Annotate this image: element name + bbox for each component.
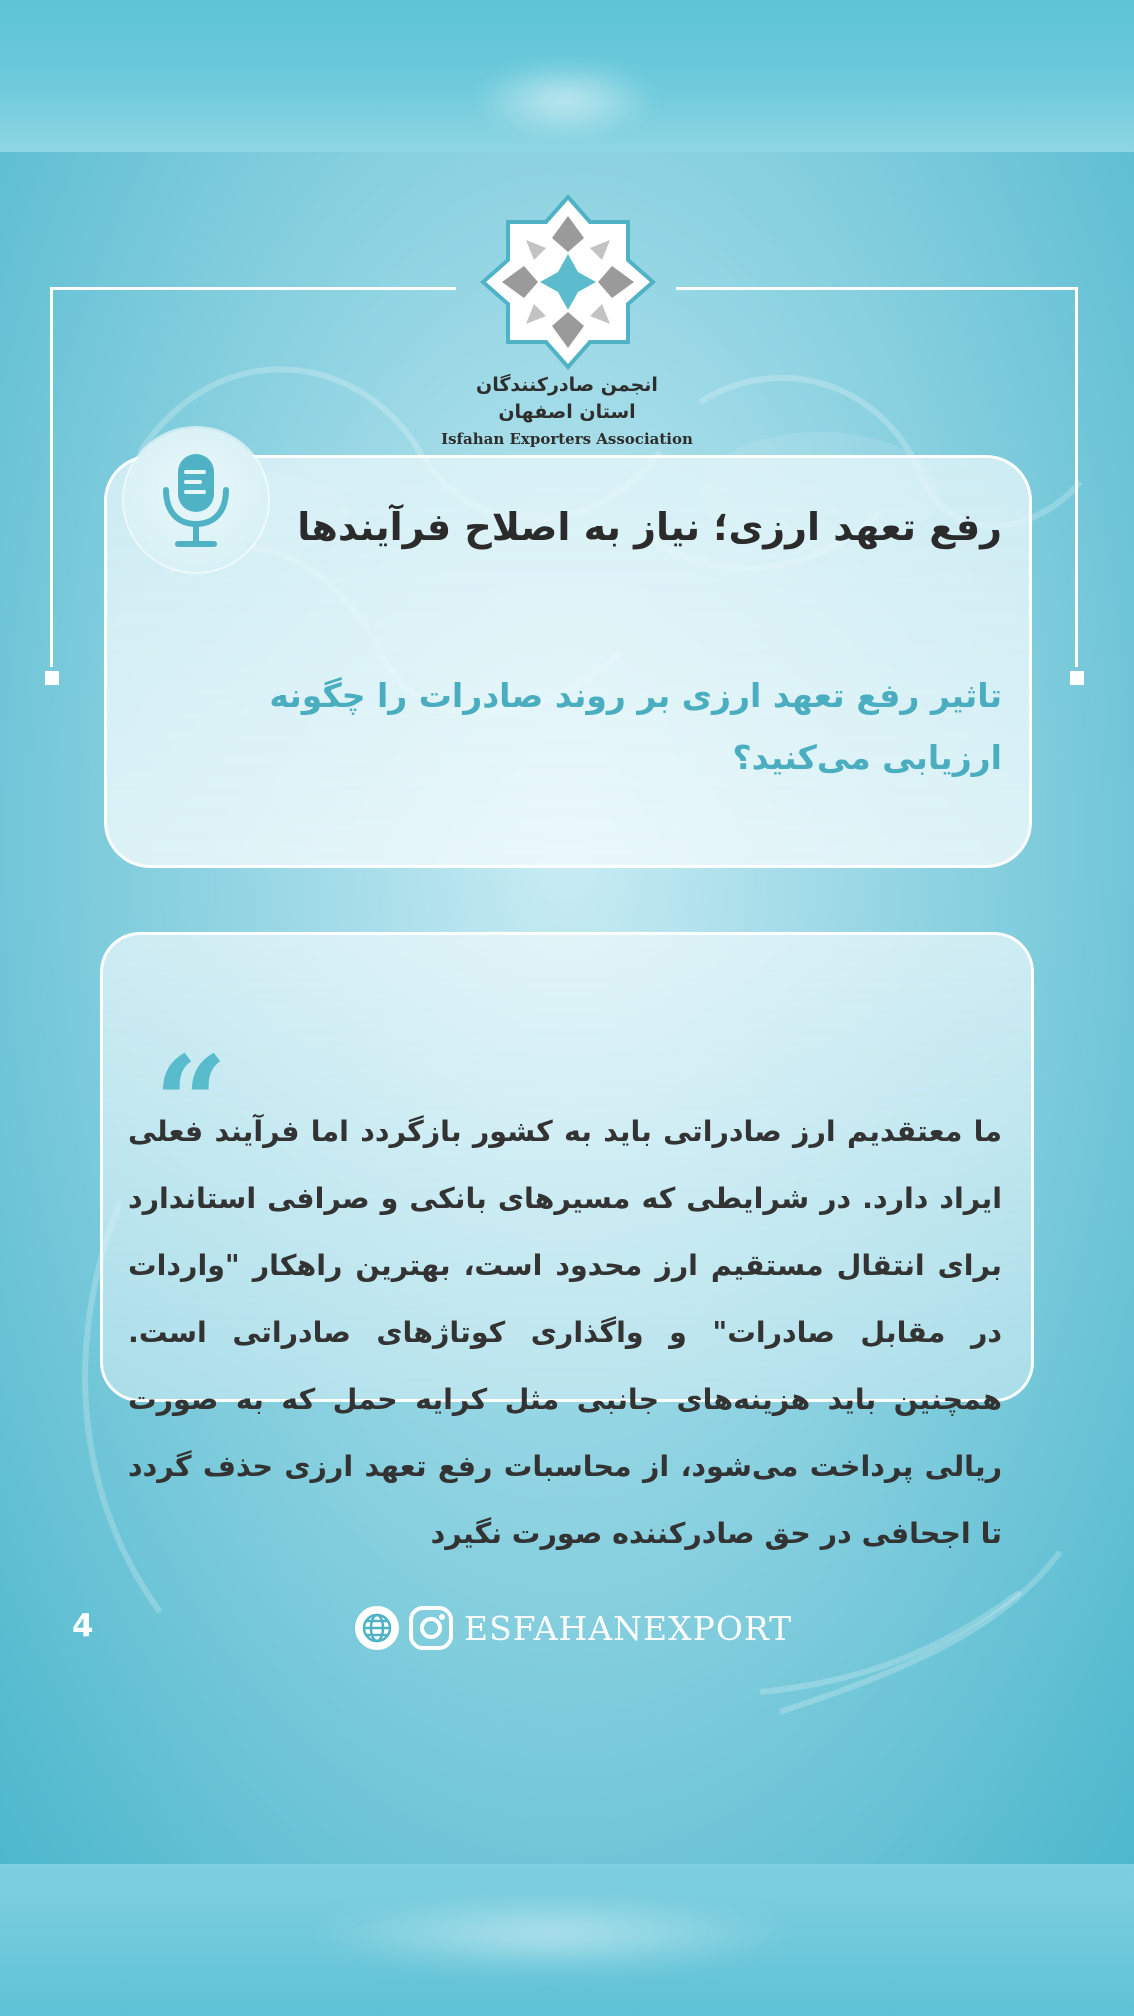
organization-name-en: Isfahan Exporters Association (441, 430, 693, 448)
frame-line-right-vertical (1075, 287, 1078, 667)
social-handle: ESFAHANEXPORT (464, 1608, 793, 1648)
frame-dot-left (45, 671, 59, 685)
frame-dot-right (1070, 671, 1084, 685)
frame-line-right (676, 287, 1078, 290)
page-number: 4 (72, 1608, 94, 1644)
association-logo-icon (478, 192, 658, 372)
organization-name-fa-line2: استان اصفهان (498, 401, 636, 423)
interview-question: تاثیر رفع تعهد ارزی بر روند صادرات را چگونه ارزیابی می‌کنید؟ (269, 676, 1002, 777)
microphone-icon (156, 450, 236, 550)
interview-answer: ما معتقدیم ارز صادراتی باید به کشور بازگردد اما فرآیند فعلی ایراد دارد. در شرایطی که مسیرهای بانکی و صرافی استاندارد برای انتقال مستقیم ارز محدود است، بهترین راهکار "واردات در مقابل صادرات" و واگذاری کوتاژهای صادراتی است. همچنین باید هزینه‌های جانبی مثل کرایه حمل که به صورت ریالی پرداخت می‌شود، از محاسبات رفع تعهد ارزی حذف گردد تا اجحافی در حق صادرکننده صورت نگیرد (128, 1115, 1002, 1550)
frame-line-left-vertical (50, 287, 53, 667)
frame-line-left (50, 287, 456, 290)
instagram-icon (408, 1605, 454, 1651)
quote-mark-icon: “ (154, 1029, 228, 1179)
headline: رفع تعهد ارزی؛ نیاز به اصلاح فرآیندها (297, 505, 1002, 549)
blurred-top-band (0, 0, 1134, 152)
social-footer (354, 1602, 792, 1654)
organization-name-fa (367, 372, 767, 426)
blurred-bottom-band (0, 1864, 1134, 2016)
globe-icon (354, 1605, 400, 1651)
microphone-badge (124, 428, 268, 572)
organization-name-fa-line1: انجمن صادرکنندگان (476, 374, 658, 396)
